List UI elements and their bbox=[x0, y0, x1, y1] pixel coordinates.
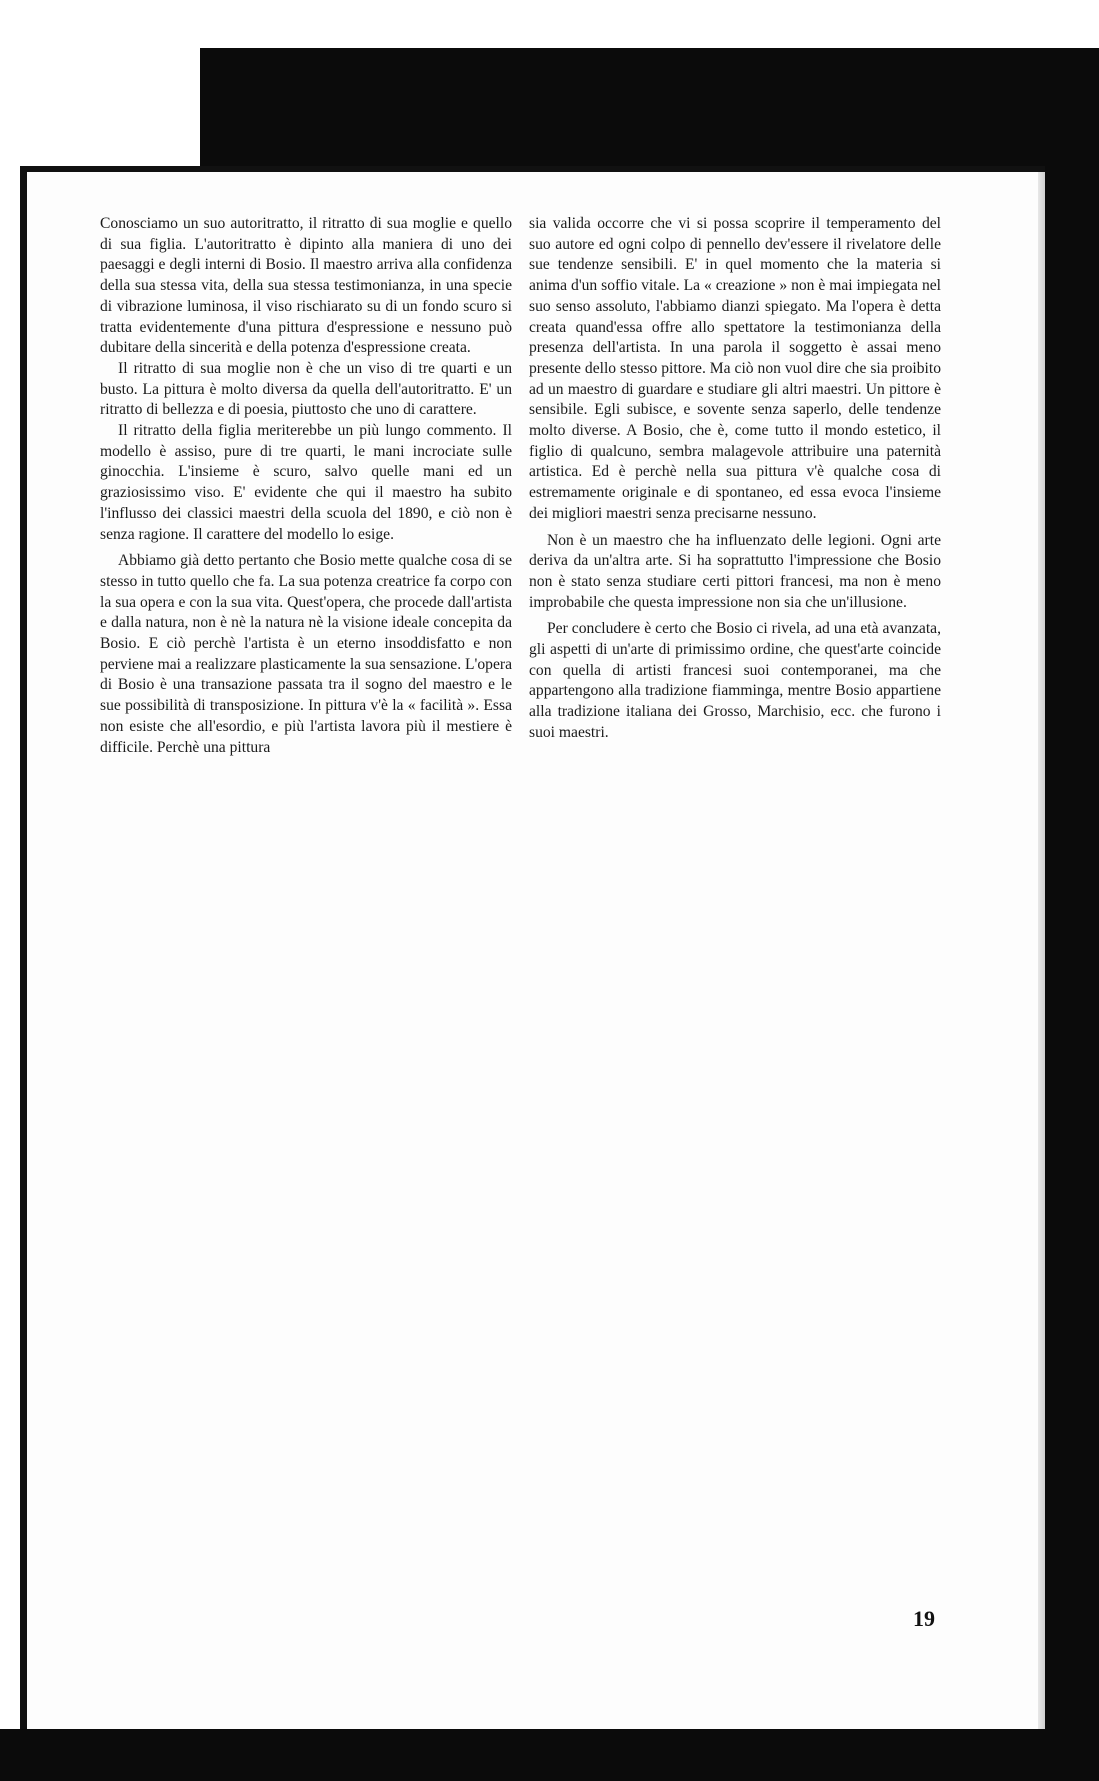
paragraph: Il ritratto di sua moglie non è che un viso di tre quarti e un busto. La pittura è molto diversa da quella dell'autoritratto. E' un ritratto di bellezza e di poesia, piuttosto che uno di carattere. bbox=[100, 359, 512, 419]
scan-shadow-top bbox=[200, 48, 1045, 166]
paragraph: Conosciamo un suo autoritratto, il ritratto di sua moglie e quello di sua figlia. L'autoritratto è dipinto alla maniera di uno dei paesaggi e degli interni di Bosio. Il maestro arriva alla confidenza della sua stessa vita, della sua stessa testimonianza, in una specie di vibrazione luminosa, il viso rischiarato su di un fondo scuro si tratta evidentemente d'una pittura d'espressione e nessuno può dubitare della sincerità e della potenza d'espressione creata. bbox=[100, 215, 512, 357]
paragraph: Non è un maestro che ha influenzato delle legioni. Ogni arte deriva da un'altra arte. Si ha soprattutto l'impressione che Bosio non è stato senza studiare certi pittori francesi, ma non è meno improbabile che questa impressione non sia che un'illusione. bbox=[529, 531, 941, 611]
paragraph: sia valida occorre che vi si possa scoprire il temperamento del suo autore ed ogni colpo di pennello dev'essere il rivelatore delle sue tendenze sensibili. E' in quel momento che la materia si anima d'un soffio vitale. La « creazione » non è mai impiegata nel suo senso assoluto, l'abbiamo dianzi spiegato. Ma l'opera è detta creata quand'essa offre allo spettatore la testimonianza della presenza dell'artista. In una parola il soggetto è assai meno presente dello stesso pittore. Ma ciò non vuol dire che sia proibito ad un maestro di guardare e studiare gli altri maestri. Un pittore è sensibile. Egli subisce, e sovente senza saperlo, delle tendenze molto diverse. A Bosio, che è, come tutto il mondo estetico, il figlio di qualcuno, sembra malagevole attribuire una paternità artistica. Ed è perchè nella sua pittura v'è qualche cosa di estremamente originale e di spontaneo, ed essa evoca l'insieme dei migliori maestri senza precisarne nessuno. bbox=[529, 215, 941, 522]
right-text-column bbox=[529, 214, 941, 744]
scan-margin-top bbox=[0, 0, 1099, 48]
paragraph: Per concludere è certo che Bosio ci rivela, ad una età avanzata, gli aspetti di un'arte di primissimo ordine, che quest'arte coincide con quella di artisti francesi suoi contemporanei, ma che appartengono alla tradizione fiamminga, mentre Bosio appartiene alla tradizione italiana dei Grosso, Marchisio, ecc. che furono i suoi maestri. bbox=[529, 620, 941, 741]
page-edge-shadow bbox=[1038, 172, 1045, 1729]
paragraph: Abbiamo già detto pertanto che Bosio mette qualche cosa di se stesso in tutto quello che fa. La sua potenza creatrice fa corpo con la sua opera e con la sua vita. Quest'opera, che procede dall'artista e dalla natura, non è nè la natura nè la visione ideale concepita da Bosio. E ciò perchè l'artista è un eterno insoddisfatto e non perviene mai a realizzare plasticamente la sua sensazione. L'opera di Bosio è una transazione passata tra il sogno del maestro e le sue possibilità di transposizione. In pittura v'è la « facilità ». Essa non esiste che all'esordio, e più l'artista lavora più il mestiere è difficile. Perchè una pittura bbox=[100, 552, 512, 756]
left-text-column bbox=[100, 214, 512, 758]
paragraph: Il ritratto della figlia meriterebbe un più lungo commento. Il modello è assiso, pure di tre quarti, le mani incrociate sulle ginocchia. L'insieme è scuro, salvo quelle mani ed un graziosissimo viso. E' evidente che qui il maestro ha subito l'influsso dei classici maestri della scuola del 1890, e ciò non è senza ragione. Il carattere del modello lo esige. bbox=[100, 422, 512, 543]
scan-shadow-right bbox=[1045, 48, 1099, 1781]
scan-shadow-bottom bbox=[0, 1729, 1099, 1781]
page-number: 19 bbox=[913, 1606, 935, 1631]
